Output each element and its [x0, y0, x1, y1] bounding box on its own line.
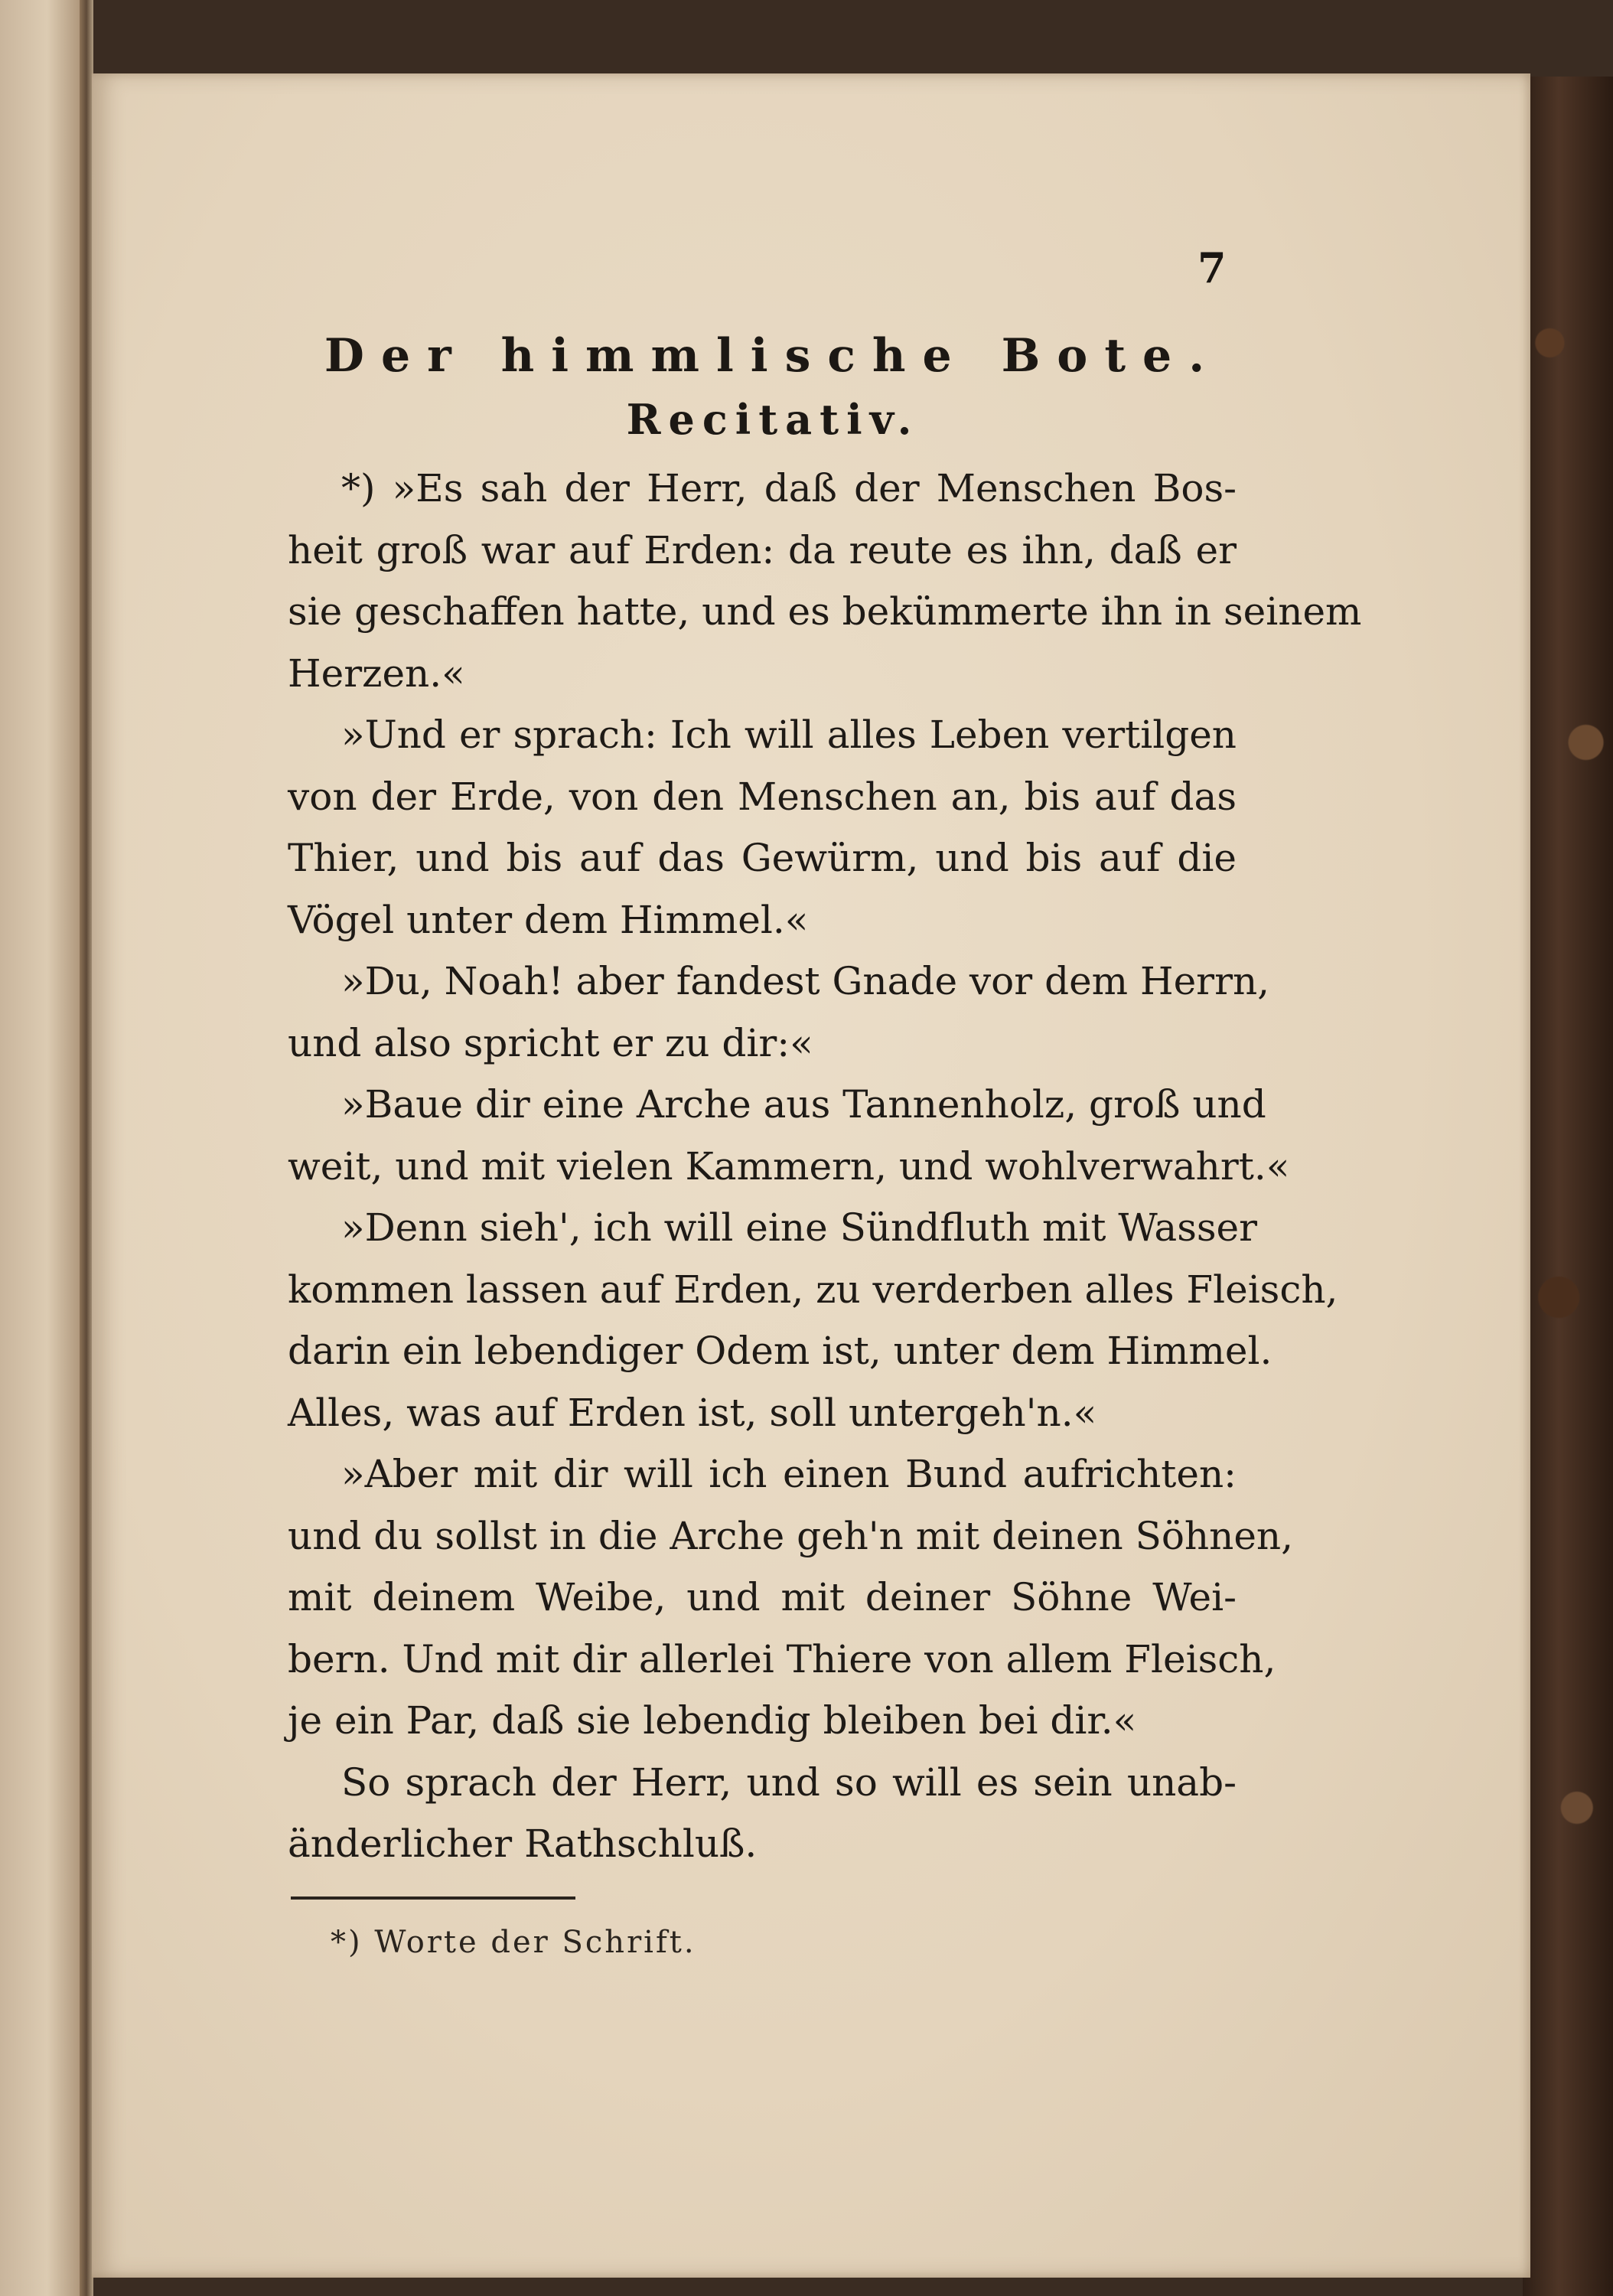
- text-line: bern. Und mit dir allerlei Thiere von allem Fleisch,: [288, 1636, 1276, 1681]
- left-page-edge: [0, 0, 86, 2296]
- text-line: Thier, und bis auf das Gewürm, und bis auf die: [288, 836, 1237, 880]
- text-line: weit, und mit vielen Kammern, und wohlverwahrt.«: [288, 1143, 1290, 1189]
- text-line: »Baue dir eine Arche aus Tannenholz, groß und: [341, 1082, 1266, 1127]
- text-line: je ein Par, daß sie lebendig bleiben bei dir.«: [288, 1698, 1137, 1743]
- footnote: *) Worte der Schrift.: [331, 1925, 696, 1960]
- text-line: sie geschaffen hatte, und es bekümmerte ihn in seinem: [288, 589, 1362, 634]
- text-line: »Und er sprach: Ich will alles Leben vertilgen: [341, 713, 1237, 757]
- section-subtitle: Recitativ.: [626, 395, 920, 444]
- text-line: von der Erde, von den Menschen an, bis auf das: [288, 774, 1237, 819]
- text-line: Herzen.«: [288, 651, 465, 696]
- text-line: änderlicher Rathschluß.: [288, 1821, 758, 1866]
- footnote-rule: [291, 1896, 575, 1900]
- text-line: und also spricht er zu dir:«: [288, 1020, 813, 1065]
- text-line: mit deinem Weibe, und mit deiner Söhne Wei-: [288, 1575, 1237, 1619]
- body-text: [288, 458, 1362, 1875]
- chapter-title: Der himmlische Bote.: [324, 329, 1222, 383]
- text-line: darin ein lebendiger Odem ist, unter dem Himmel.: [288, 1329, 1272, 1373]
- page-number: 7: [1198, 243, 1227, 292]
- text-line: »Denn sieh', ich will eine Sündfluth mit Wasser: [341, 1205, 1258, 1250]
- text-line: »Aber mit dir will ich einen Bund aufrichten:: [341, 1452, 1237, 1496]
- text-line: Alles, was auf Erden ist, soll untergeh'n.«: [288, 1390, 1097, 1435]
- book-cover-edge: [1523, 77, 1613, 2296]
- text-line: »Du, Noah! aber fandest Gnade vor dem Herrn,: [341, 959, 1270, 1003]
- text-line: Vögel unter dem Himmel.«: [288, 897, 809, 942]
- text-line: kommen lassen auf Erden, zu verderben alles Fleisch,: [288, 1267, 1338, 1312]
- text-line: *) »Es sah der Herr, daß der Menschen Bos-: [341, 466, 1237, 510]
- text-line: und du sollst in die Arche geh'n mit deinen Söhnen,: [288, 1513, 1294, 1558]
- text-line: heit groß war auf Erden: da reute es ihn, daß er: [288, 527, 1237, 572]
- text-line: So sprach der Herr, und so will es sein unab-: [341, 1760, 1237, 1805]
